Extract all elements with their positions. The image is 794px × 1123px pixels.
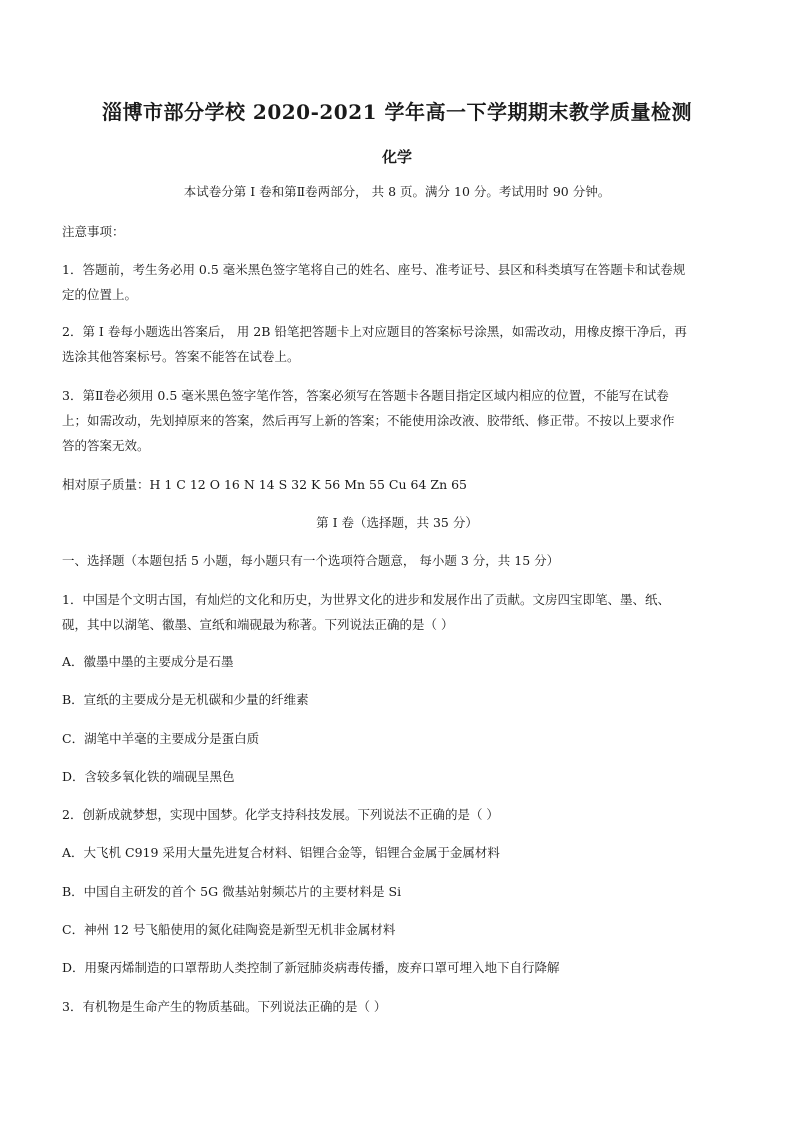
question-2-option-c: C．神州 12 号飞船使用的氮化硅陶瓷是新型无机非金属材料 [62,922,396,937]
notes-heading: 注意事项： [62,224,125,239]
question-1-stem-line-1: 1．中国是个文明古国，有灿烂的文化和历史，为世界文化的进步和发展作出了贡献。文房四宝即笔、墨、纸、 [62,592,670,607]
note-3-line-2: 上；如需改动，先划掉原来的答案，然后再写上新的答案；不能使用涂改液、胶带纸、修正带。不按以上要求作 [62,413,675,428]
question-3-stem: 3．有机物是生命产生的物质基础。下列说法正确的是（ ） [62,999,387,1014]
question-1-stem-line-2: 砚，其中以湖笔、徽墨、宣纸和端砚最为称著。下列说法正确的是（ ） [62,617,454,632]
question-2-option-d: D．用聚丙烯制造的口罩帮助人类控制了新冠肺炎病毒传播，废弃口罩可埋入地下自行降解 [62,960,560,975]
note-1-line-2: 定的位置上。 [62,287,138,302]
question-1-option-c: C．湖笔中羊毫的主要成分是蛋白质 [62,731,260,746]
question-1-option-a: A．徽墨中墨的主要成分是石墨 [62,654,234,669]
exam-title: 淄博市部分学校 2020-2021 学年高一下学期期末教学质量检测 [101,100,693,124]
subject-title: 化学 [381,148,412,166]
question-1-option-b: B．宣纸的主要成分是无机碳和少量的纤维素 [62,692,309,707]
section-1-title: 第 I 卷（选择题，共 35 分） [316,515,478,530]
question-2-stem: 2．创新成就梦想，实现中国梦。化学支持科技发展。下列说法不正确的是（ ） [62,807,499,822]
question-2-option-a: A．大飞机 C919 采用大量先进复合材料、铝锂合金等，铝锂合金属于金属材料 [62,845,500,860]
note-3-line-1: 3．第Ⅱ卷必须用 0.5 毫米黑色签字笔作答，答案必须写在答题卡各题目指定区域内相应的位置，不能写在试卷 [62,388,669,403]
note-3-line-3: 答的答案无效。 [62,438,150,453]
note-2-line-1: 2．第 I 卷每小题选出答案后， 用 2B 铅笔把答题卡上对应题目的答案标号涂黑，如需改动，用橡皮擦干净后，再 [62,324,687,339]
question-1-option-d: D．含较多氧化铁的端砚呈黑色 [62,769,235,784]
note-2-line-2: 选涂其他答案标号。答案不能答在试卷上。 [62,349,300,364]
question-2-option-b: B．中国自主研发的首个 5G 微基站射频芯片的主要材料是 Si [62,884,402,899]
note-1-line-1: 1．答题前，考生务必用 0.5 毫米黑色签字笔将自己的姓名、座号、准考证号、县区和科类填写在答题卡和试卷规 [62,262,686,277]
part-1-heading: 一、选择题（本题包括 5 小题，每小题只有一个选项符合题意， 每小题 3 分，共 15 分） [62,553,560,568]
atomic-masses: 相对原子质量：H 1 C 12 O 16 N 14 S 32 K 56 Mn 55 Cu 64 Zn 65 [62,477,467,492]
exam-intro: 本试卷分第 I 卷和第Ⅱ卷两部分， 共 8 页。满分 10 分。考试用时 90 分钟。 [183,184,611,199]
